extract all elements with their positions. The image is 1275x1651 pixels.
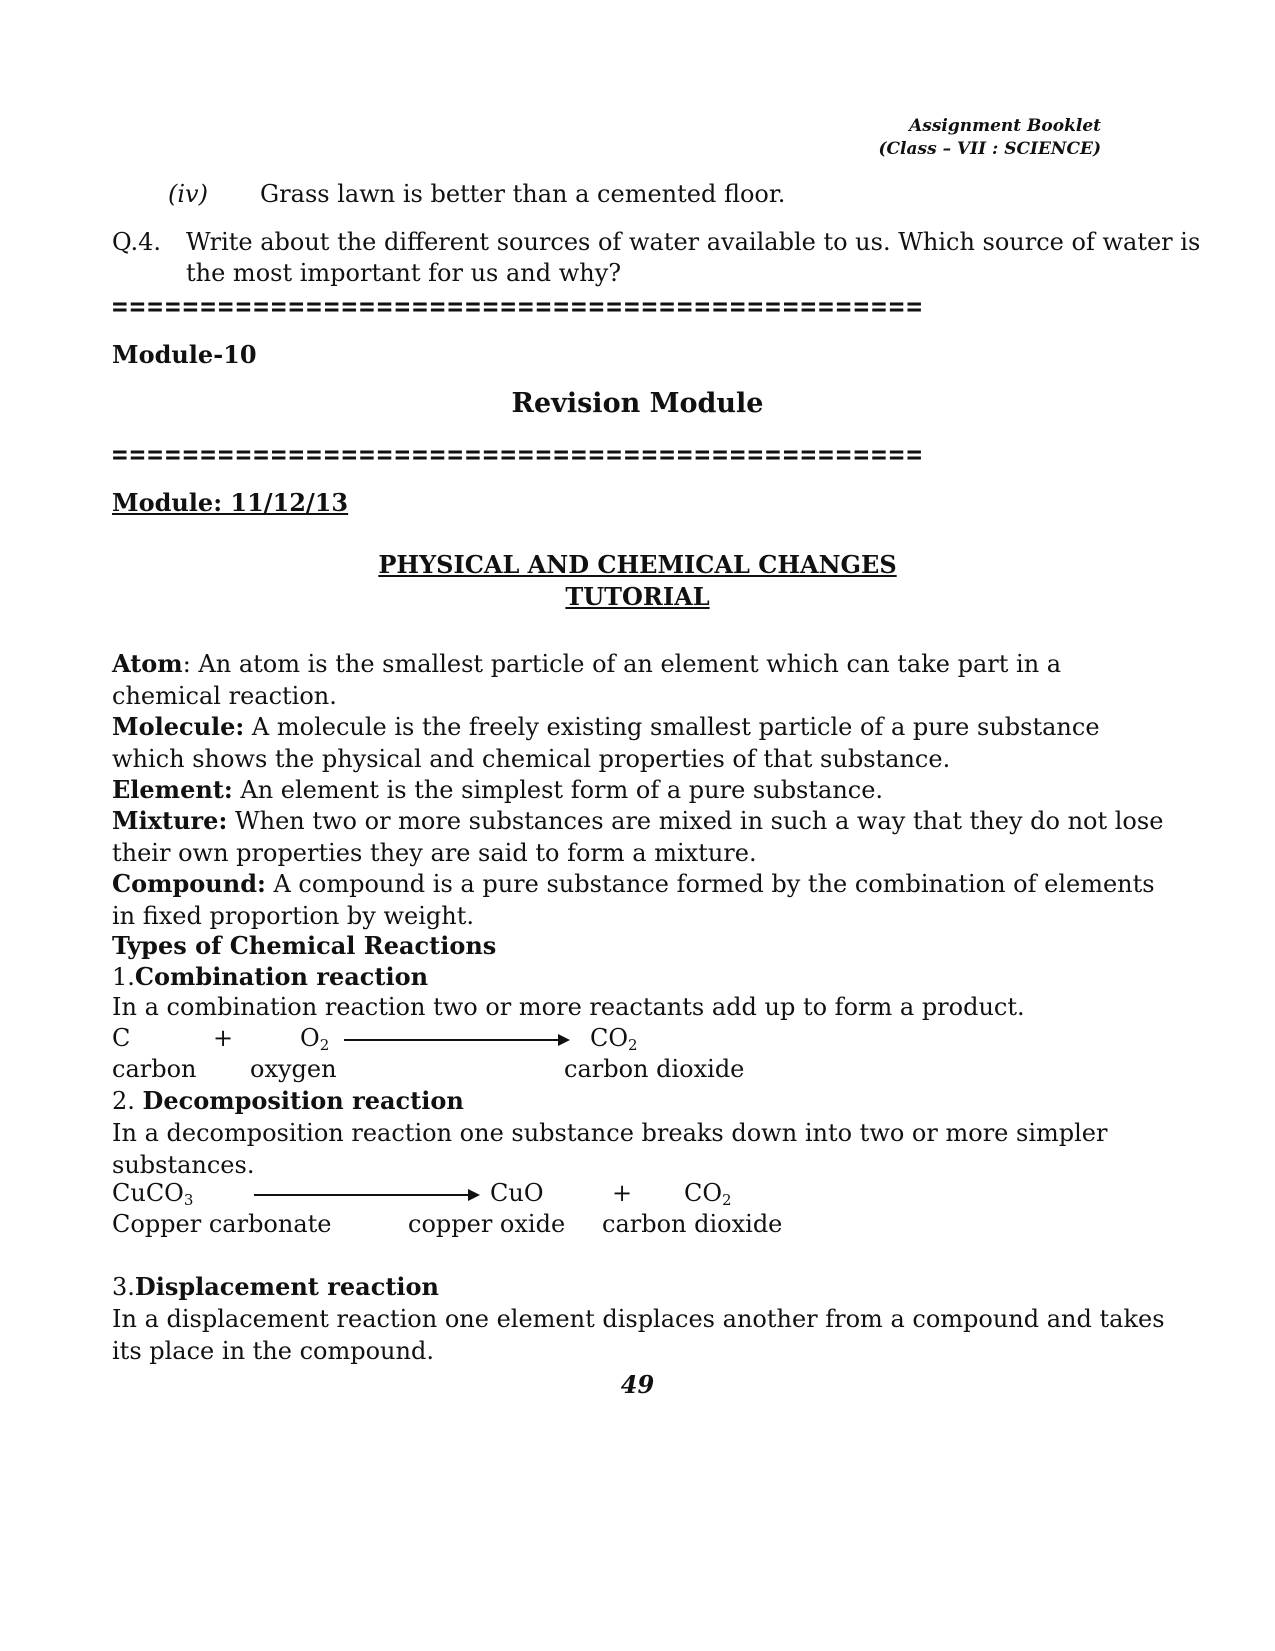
tutorial-title: TUTORIAL: [565, 582, 710, 611]
element-text: An element is the simplest form of a pure substance.: [232, 776, 884, 804]
eq2-reactant-symbol: CuCO: [112, 1179, 184, 1207]
eq2-product-2-subscript: 2: [722, 1191, 732, 1209]
eq2-reactant-name: Copper carbonate: [112, 1210, 332, 1238]
mixture-text: When two or more substances are mixed in such a way that they do not lose their own properties they are said to form a mixture.: [112, 807, 1164, 867]
compound-text: A compound is a pure substance formed by the combination of elements in fixed proportion by weight.: [112, 870, 1155, 930]
reaction-2-title: Decomposition reaction: [142, 1086, 464, 1115]
molecule-term: Molecule:: [112, 712, 245, 741]
reaction-1-description: In a combination reaction two or more reactants add up to form a product.: [112, 993, 1025, 1021]
question-4-number: Q.4.: [112, 228, 162, 256]
eq1-product-subscript: 2: [628, 1036, 638, 1054]
compound-definition: [112, 868, 1172, 932]
eq1-product-name: carbon dioxide: [564, 1055, 745, 1083]
eq2-product-2-symbol: CO: [684, 1179, 723, 1207]
reaction-3-number: 3.: [112, 1273, 135, 1301]
header-booklet: Assignment Booklet: [909, 116, 1101, 136]
question-4-line2: the most important for us and why?: [186, 259, 622, 287]
reaction-2-number: 2.: [112, 1087, 143, 1115]
reaction-1-heading: [112, 962, 428, 991]
atom-text: : An atom is the smallest particle of an element which can take part in a chemical reaction.: [112, 650, 1062, 710]
eq2-product-1: CuO: [490, 1179, 544, 1207]
compound-term: Compound:: [112, 869, 266, 898]
chapter-title: PHYSICAL AND CHEMICAL CHANGES: [378, 550, 897, 579]
element-term: Element:: [112, 775, 233, 804]
eq1-reaction-arrow: [344, 1039, 568, 1041]
eq2-product-1-name: copper oxide: [408, 1210, 566, 1238]
eq2-product-2-name: carbon dioxide: [602, 1210, 783, 1238]
eq1-carbon-name: carbon: [112, 1055, 197, 1083]
module-11-label: Module: 11/12/13: [112, 488, 349, 517]
page-number: 49: [620, 1370, 655, 1399]
eq1-product: [590, 1024, 638, 1052]
reaction-1-title: Combination reaction: [134, 962, 429, 991]
molecule-text: A molecule is the freely existing smallest particle of a pure substance which shows the physical and chemical properties of that substance.: [112, 713, 1100, 773]
eq1-oxygen-symbol: O: [300, 1024, 320, 1052]
module-10-label: Module-10: [112, 340, 257, 369]
eq1-oxygen-name: oxygen: [250, 1055, 337, 1083]
mixture-term: Mixture:: [112, 806, 228, 835]
question-4-line1: Write about the different sources of water available to us. Which source of water is: [186, 228, 1201, 256]
separator-rule-2: ==============================================: [112, 440, 925, 470]
types-heading: Types of Chemical Reactions: [112, 931, 497, 960]
molecule-definition: [112, 711, 1172, 775]
revision-module-title: Revision Module: [511, 388, 764, 419]
atom-term: Atom: [112, 649, 183, 678]
eq1-carbon: C: [112, 1024, 131, 1052]
mixture-definition: [112, 805, 1172, 869]
eq2-product-2: [684, 1179, 732, 1207]
question-iv-text: Grass lawn is better than a cemented floor.: [260, 180, 786, 208]
eq1-oxygen-subscript: 2: [319, 1036, 330, 1054]
eq2-reactant: [112, 1179, 193, 1207]
eq1-oxygen: [300, 1024, 329, 1052]
eq1-plus: +: [213, 1024, 234, 1052]
question-iv-number: (iv): [168, 180, 208, 208]
reaction-3-title: Displacement reaction: [134, 1272, 439, 1301]
reaction-2-description: In a decomposition reaction one substance breaks down into two or more simpler substances.: [112, 1119, 1108, 1179]
element-definition: [112, 774, 1172, 806]
reaction-3-heading: [112, 1272, 439, 1301]
atom-definition: [112, 648, 1172, 712]
eq2-plus: +: [612, 1179, 633, 1207]
separator-rule-1: ==============================================: [112, 292, 925, 322]
eq2-reaction-arrow: [254, 1194, 478, 1196]
reaction-2-heading: [112, 1086, 464, 1115]
eq2-reactant-subscript: 3: [183, 1191, 194, 1209]
header-class: (Class – VII : SCIENCE): [878, 139, 1101, 159]
reaction-3-description: In a displacement reaction one element displaces another from a compound and takes its place in the compound.: [112, 1305, 1165, 1365]
eq1-product-symbol: CO: [590, 1024, 629, 1052]
reaction-1-number: 1.: [112, 963, 135, 991]
